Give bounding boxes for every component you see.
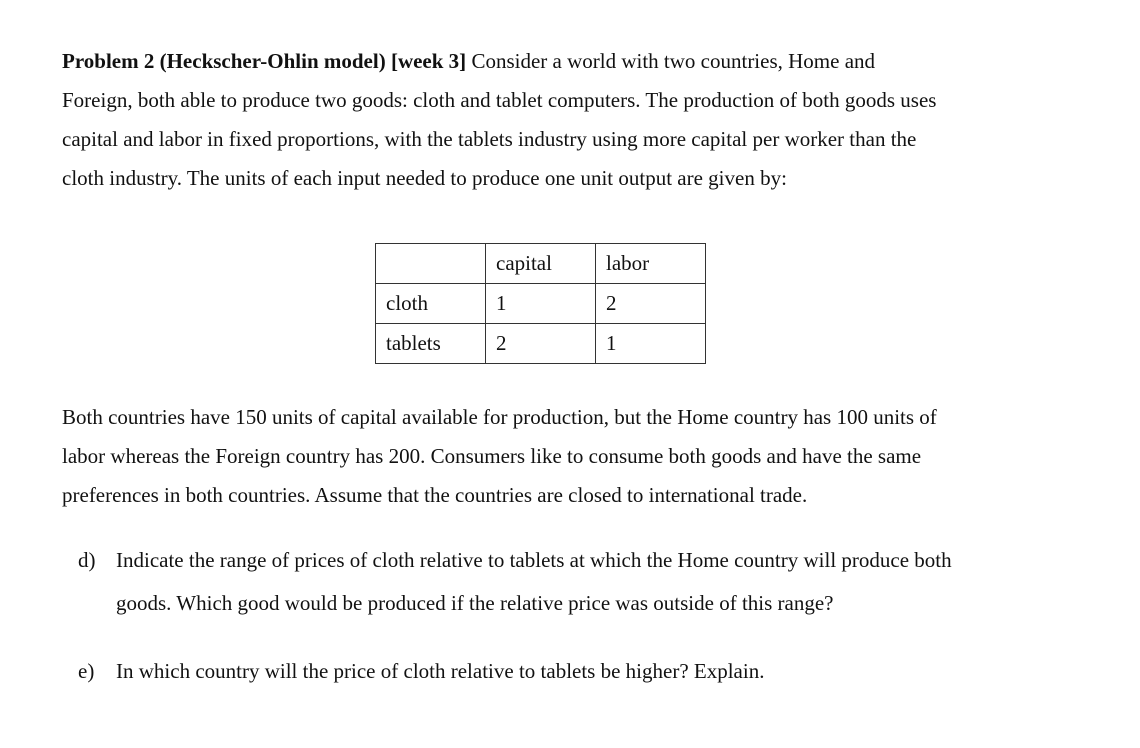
question-label: e) — [78, 659, 95, 683]
body-line: preferences in both countries. Assume that the countries are closed to international trade. — [62, 483, 808, 507]
body-line: Both countries have 150 units of capital available for production, but the Home country has 100 units of — [62, 405, 937, 429]
problem-heading: Problem 2 (Heckscher-Ohlin model) [week 3] — [62, 49, 467, 73]
question-label: d) — [78, 548, 96, 572]
question-line: In which country will the price of cloth relative to tablets be higher? Explain. — [116, 659, 765, 683]
intro-line: capital and labor in fixed proportions, with the tablets industry using more capital per worker than the — [62, 127, 917, 151]
table-cell-good: tablets — [376, 324, 486, 364]
table-cell-capital: 1 — [486, 284, 596, 324]
table-cell-labor: 2 — [596, 284, 706, 324]
table-cell-good: cloth — [376, 284, 486, 324]
intro-line — [62, 42, 1062, 81]
question-line: goods. Which good would be produced if the relative price was outside of this range? — [116, 591, 834, 615]
problem-intro — [62, 42, 1062, 198]
body-line: labor whereas the Foreign country has 200. Consumers like to consume both goods and have the same — [62, 444, 922, 468]
table-cell-labor: 1 — [596, 324, 706, 364]
table-row — [376, 324, 706, 364]
table-row — [376, 284, 706, 324]
table-header-cell: capital — [486, 244, 596, 284]
question-text — [116, 650, 1126, 693]
intro-line: cloth industry. The units of each input needed to produce one unit output are given by: — [62, 166, 787, 190]
table-header-cell: labor — [596, 244, 706, 284]
problem-assumptions — [62, 398, 1062, 515]
question-line: Indicate the range of prices of cloth relative to tablets at which the Home country will produce both — [116, 548, 952, 572]
table-header-row — [376, 244, 706, 284]
input-requirements-table — [375, 243, 706, 364]
intro-line: Foreign, both able to produce two goods: cloth and tablet computers. The production of both goods uses — [62, 88, 937, 112]
question-text — [116, 539, 1126, 625]
table-cell-capital: 2 — [486, 324, 596, 364]
intro-line-text: Consider a world with two countries, Home and — [466, 49, 876, 73]
table-header-cell — [376, 244, 486, 284]
